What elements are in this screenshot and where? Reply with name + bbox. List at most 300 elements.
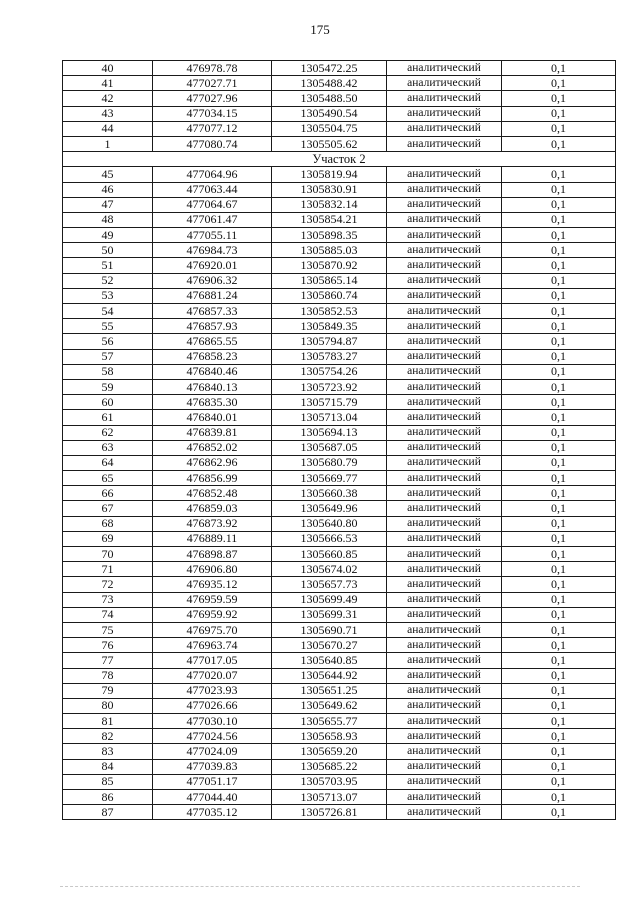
method-cell: аналитический [387,531,502,546]
y-coordinate-cell: 1305865.14 [272,273,387,288]
method-cell: аналитический [387,486,502,501]
x-coordinate-cell: 477030.10 [153,714,272,729]
table-row [63,714,616,729]
accuracy-cell: 0,1 [502,501,616,516]
accuracy-cell: 0,1 [502,304,616,319]
x-coordinate-cell: 477027.71 [153,76,272,91]
method-cell: аналитический [387,425,502,440]
y-coordinate-cell: 1305505.62 [272,136,387,151]
table-row [63,349,616,364]
y-coordinate-cell: 1305870.92 [272,258,387,273]
x-coordinate-cell: 476840.46 [153,364,272,379]
x-coordinate-cell: 476852.02 [153,440,272,455]
accuracy-cell: 0,1 [502,486,616,501]
method-cell: аналитический [387,349,502,364]
y-coordinate-cell: 1305713.07 [272,790,387,805]
y-coordinate-cell: 1305655.77 [272,714,387,729]
x-coordinate-cell: 476959.59 [153,592,272,607]
accuracy-cell: 0,1 [502,668,616,683]
table-row [63,744,616,759]
table-row [63,729,616,744]
x-coordinate-cell: 476857.33 [153,304,272,319]
table-row [63,61,616,76]
y-coordinate-cell: 1305726.81 [272,805,387,820]
y-coordinate-cell: 1305659.20 [272,744,387,759]
point-number-cell: 1 [63,136,153,151]
accuracy-cell: 0,1 [502,364,616,379]
accuracy-cell: 0,1 [502,638,616,653]
accuracy-cell: 0,1 [502,379,616,394]
accuracy-cell: 0,1 [502,349,616,364]
method-cell: аналитический [387,638,502,653]
table-row [63,774,616,789]
point-number-cell: 84 [63,759,153,774]
point-number-cell: 72 [63,577,153,592]
table-row [63,653,616,668]
point-number-cell: 85 [63,774,153,789]
point-number-cell: 45 [63,167,153,182]
y-coordinate-cell: 1305694.13 [272,425,387,440]
page-number: 175 [310,22,330,37]
accuracy-cell: 0,1 [502,395,616,410]
accuracy-cell: 0,1 [502,698,616,713]
method-cell: аналитический [387,334,502,349]
x-coordinate-cell: 477020.07 [153,668,272,683]
point-number-cell: 82 [63,729,153,744]
method-cell: аналитический [387,364,502,379]
x-coordinate-cell: 476852.48 [153,486,272,501]
table-row [63,698,616,713]
x-coordinate-cell: 477027.96 [153,91,272,106]
y-coordinate-cell: 1305713.04 [272,410,387,425]
x-coordinate-cell: 476959.92 [153,607,272,622]
method-cell: аналитический [387,212,502,227]
y-coordinate-cell: 1305832.14 [272,197,387,212]
table-row [63,167,616,182]
coordinates-table [62,60,616,820]
y-coordinate-cell: 1305666.53 [272,531,387,546]
table-row [63,440,616,455]
accuracy-cell: 0,1 [502,258,616,273]
y-coordinate-cell: 1305715.79 [272,395,387,410]
y-coordinate-cell: 1305723.92 [272,379,387,394]
method-cell: аналитический [387,167,502,182]
method-cell: аналитический [387,197,502,212]
method-cell: аналитический [387,607,502,622]
x-coordinate-cell: 476881.24 [153,288,272,303]
point-number-cell: 69 [63,531,153,546]
method-cell: аналитический [387,410,502,425]
point-number-cell: 66 [63,486,153,501]
table-row [63,805,616,820]
table-row [63,668,616,683]
point-number-cell: 58 [63,364,153,379]
point-number-cell: 77 [63,653,153,668]
x-coordinate-cell: 477051.17 [153,774,272,789]
method-cell: аналитический [387,759,502,774]
x-coordinate-cell: 476840.01 [153,410,272,425]
x-coordinate-cell: 476862.96 [153,455,272,470]
table-row [63,76,616,91]
method-cell: аналитический [387,698,502,713]
point-number-cell: 54 [63,304,153,319]
method-cell: аналитический [387,653,502,668]
method-cell: аналитический [387,319,502,334]
point-number-cell: 68 [63,516,153,531]
accuracy-cell: 0,1 [502,577,616,592]
table-row [63,547,616,562]
x-coordinate-cell: 476920.01 [153,258,272,273]
method-cell: аналитический [387,592,502,607]
point-number-cell: 56 [63,334,153,349]
accuracy-cell: 0,1 [502,471,616,486]
method-cell: аналитический [387,729,502,744]
table-row [63,379,616,394]
accuracy-cell: 0,1 [502,516,616,531]
point-number-cell: 60 [63,395,153,410]
accuracy-cell: 0,1 [502,653,616,668]
table-row [63,395,616,410]
x-coordinate-cell: 477064.96 [153,167,272,182]
y-coordinate-cell: 1305885.03 [272,243,387,258]
point-number-cell: 44 [63,121,153,136]
x-coordinate-cell: 476856.99 [153,471,272,486]
x-coordinate-cell: 476935.12 [153,577,272,592]
method-cell: аналитический [387,121,502,136]
y-coordinate-cell: 1305860.74 [272,288,387,303]
x-coordinate-cell: 476975.70 [153,622,272,637]
y-coordinate-cell: 1305819.94 [272,167,387,182]
y-coordinate-cell: 1305660.85 [272,547,387,562]
accuracy-cell: 0,1 [502,76,616,91]
accuracy-cell: 0,1 [502,714,616,729]
y-coordinate-cell: 1305783.27 [272,349,387,364]
accuracy-cell: 0,1 [502,729,616,744]
accuracy-cell: 0,1 [502,273,616,288]
method-cell: аналитический [387,790,502,805]
y-coordinate-cell: 1305699.49 [272,592,387,607]
point-number-cell: 87 [63,805,153,820]
method-cell: аналитический [387,91,502,106]
point-number-cell: 57 [63,349,153,364]
method-cell: аналитический [387,182,502,197]
accuracy-cell: 0,1 [502,410,616,425]
y-coordinate-cell: 1305690.71 [272,622,387,637]
accuracy-cell: 0,1 [502,91,616,106]
method-cell: аналитический [387,516,502,531]
y-coordinate-cell: 1305794.87 [272,334,387,349]
y-coordinate-cell: 1305658.93 [272,729,387,744]
point-number-cell: 61 [63,410,153,425]
x-coordinate-cell: 477017.05 [153,653,272,668]
x-coordinate-cell: 477024.09 [153,744,272,759]
x-coordinate-cell: 476898.87 [153,547,272,562]
section-title: Участок 2 [63,152,616,167]
accuracy-cell: 0,1 [502,228,616,243]
method-cell: аналитический [387,379,502,394]
table-row [63,486,616,501]
point-number-cell: 49 [63,228,153,243]
y-coordinate-cell: 1305660.38 [272,486,387,501]
point-number-cell: 42 [63,91,153,106]
accuracy-cell: 0,1 [502,790,616,805]
accuracy-cell: 0,1 [502,622,616,637]
coordinates-table-body [63,61,616,820]
x-coordinate-cell: 476906.32 [153,273,272,288]
point-number-cell: 63 [63,440,153,455]
y-coordinate-cell: 1305830.91 [272,182,387,197]
y-coordinate-cell: 1305754.26 [272,364,387,379]
method-cell: аналитический [387,805,502,820]
point-number-cell: 80 [63,698,153,713]
accuracy-cell: 0,1 [502,547,616,562]
accuracy-cell: 0,1 [502,607,616,622]
point-number-cell: 65 [63,471,153,486]
y-coordinate-cell: 1305472.25 [272,61,387,76]
x-coordinate-cell: 477064.67 [153,197,272,212]
method-cell: аналитический [387,455,502,470]
y-coordinate-cell: 1305488.42 [272,76,387,91]
table-row [63,622,616,637]
method-cell: аналитический [387,288,502,303]
point-number-cell: 73 [63,592,153,607]
table-row [63,364,616,379]
y-coordinate-cell: 1305640.80 [272,516,387,531]
table-row [63,136,616,151]
accuracy-cell: 0,1 [502,106,616,121]
table-row [63,258,616,273]
method-cell: аналитический [387,577,502,592]
table-row [63,212,616,227]
table-row [63,516,616,531]
table-row [63,106,616,121]
method-cell: аналитический [387,228,502,243]
x-coordinate-cell: 477024.56 [153,729,272,744]
point-number-cell: 79 [63,683,153,698]
point-number-cell: 51 [63,258,153,273]
point-number-cell: 76 [63,638,153,653]
table-row [63,121,616,136]
accuracy-cell: 0,1 [502,334,616,349]
y-coordinate-cell: 1305680.79 [272,455,387,470]
accuracy-cell: 0,1 [502,531,616,546]
point-number-cell: 78 [63,668,153,683]
point-number-cell: 43 [63,106,153,121]
x-coordinate-cell: 476835.30 [153,395,272,410]
accuracy-cell: 0,1 [502,592,616,607]
accuracy-cell: 0,1 [502,562,616,577]
table-row [63,304,616,319]
accuracy-cell: 0,1 [502,167,616,182]
x-coordinate-cell: 476839.81 [153,425,272,440]
x-coordinate-cell: 477035.12 [153,805,272,820]
table-row [63,243,616,258]
method-cell: аналитический [387,714,502,729]
table-row [63,91,616,106]
accuracy-cell: 0,1 [502,212,616,227]
x-coordinate-cell: 477061.47 [153,212,272,227]
point-number-cell: 70 [63,547,153,562]
accuracy-cell: 0,1 [502,243,616,258]
table-row [63,410,616,425]
table-row [63,562,616,577]
table-row [63,683,616,698]
accuracy-cell: 0,1 [502,288,616,303]
method-cell: аналитический [387,774,502,789]
y-coordinate-cell: 1305669.77 [272,471,387,486]
point-number-cell: 74 [63,607,153,622]
point-number-cell: 81 [63,714,153,729]
table-row [63,501,616,516]
y-coordinate-cell: 1305674.02 [272,562,387,577]
point-number-cell: 53 [63,288,153,303]
accuracy-cell: 0,1 [502,136,616,151]
y-coordinate-cell: 1305703.95 [272,774,387,789]
point-number-cell: 83 [63,744,153,759]
y-coordinate-cell: 1305852.53 [272,304,387,319]
y-coordinate-cell: 1305699.31 [272,607,387,622]
point-number-cell: 46 [63,182,153,197]
accuracy-cell: 0,1 [502,61,616,76]
y-coordinate-cell: 1305854.21 [272,212,387,227]
y-coordinate-cell: 1305649.62 [272,698,387,713]
y-coordinate-cell: 1305898.35 [272,228,387,243]
method-cell: аналитический [387,547,502,562]
table-row [63,455,616,470]
y-coordinate-cell: 1305649.96 [272,501,387,516]
accuracy-cell: 0,1 [502,319,616,334]
y-coordinate-cell: 1305687.05 [272,440,387,455]
accuracy-cell: 0,1 [502,197,616,212]
table-row [63,638,616,653]
y-coordinate-cell: 1305644.92 [272,668,387,683]
point-number-cell: 71 [63,562,153,577]
method-cell: аналитический [387,683,502,698]
table-row [63,182,616,197]
y-coordinate-cell: 1305685.22 [272,759,387,774]
method-cell: аналитический [387,106,502,121]
point-number-cell: 59 [63,379,153,394]
point-number-cell: 64 [63,455,153,470]
method-cell: аналитический [387,76,502,91]
x-coordinate-cell: 476857.93 [153,319,272,334]
x-coordinate-cell: 476859.03 [153,501,272,516]
x-coordinate-cell: 476865.55 [153,334,272,349]
x-coordinate-cell: 477044.40 [153,790,272,805]
y-coordinate-cell: 1305670.27 [272,638,387,653]
x-coordinate-cell: 477026.66 [153,698,272,713]
accuracy-cell: 0,1 [502,182,616,197]
accuracy-cell: 0,1 [502,121,616,136]
table-row [63,592,616,607]
accuracy-cell: 0,1 [502,805,616,820]
accuracy-cell: 0,1 [502,455,616,470]
y-coordinate-cell: 1305640.85 [272,653,387,668]
x-coordinate-cell: 476963.74 [153,638,272,653]
point-number-cell: 40 [63,61,153,76]
method-cell: аналитический [387,501,502,516]
method-cell: аналитический [387,304,502,319]
table-row [63,531,616,546]
method-cell: аналитический [387,136,502,151]
x-coordinate-cell: 477055.11 [153,228,272,243]
x-coordinate-cell: 476889.11 [153,531,272,546]
method-cell: аналитический [387,61,502,76]
y-coordinate-cell: 1305488.50 [272,91,387,106]
x-coordinate-cell: 477080.74 [153,136,272,151]
section-header-row [63,152,616,167]
accuracy-cell: 0,1 [502,759,616,774]
table-row [63,759,616,774]
accuracy-cell: 0,1 [502,440,616,455]
y-coordinate-cell: 1305504.75 [272,121,387,136]
page-bottom-rule [60,886,580,887]
table-row [63,228,616,243]
table-row [63,334,616,349]
x-coordinate-cell: 476984.73 [153,243,272,258]
table-row [63,471,616,486]
point-number-cell: 55 [63,319,153,334]
x-coordinate-cell: 477034.15 [153,106,272,121]
table-row [63,273,616,288]
table-row [63,790,616,805]
x-coordinate-cell: 477023.93 [153,683,272,698]
method-cell: аналитический [387,622,502,637]
x-coordinate-cell: 476873.92 [153,516,272,531]
method-cell: аналитический [387,744,502,759]
point-number-cell: 52 [63,273,153,288]
method-cell: аналитический [387,562,502,577]
x-coordinate-cell: 477063.44 [153,182,272,197]
accuracy-cell: 0,1 [502,744,616,759]
method-cell: аналитический [387,471,502,486]
y-coordinate-cell: 1305490.54 [272,106,387,121]
accuracy-cell: 0,1 [502,425,616,440]
table-row [63,425,616,440]
point-number-cell: 86 [63,790,153,805]
point-number-cell: 62 [63,425,153,440]
point-number-cell: 47 [63,197,153,212]
table-row [63,607,616,622]
method-cell: аналитический [387,440,502,455]
point-number-cell: 75 [63,622,153,637]
point-number-cell: 50 [63,243,153,258]
table-row [63,197,616,212]
x-coordinate-cell: 477039.83 [153,759,272,774]
table-row [63,288,616,303]
method-cell: аналитический [387,668,502,683]
accuracy-cell: 0,1 [502,774,616,789]
y-coordinate-cell: 1305657.73 [272,577,387,592]
y-coordinate-cell: 1305651.25 [272,683,387,698]
x-coordinate-cell: 476840.13 [153,379,272,394]
x-coordinate-cell: 476978.78 [153,61,272,76]
table-row [63,577,616,592]
method-cell: аналитический [387,258,502,273]
point-number-cell: 67 [63,501,153,516]
method-cell: аналитический [387,243,502,258]
method-cell: аналитический [387,395,502,410]
x-coordinate-cell: 476858.23 [153,349,272,364]
table-row [63,319,616,334]
x-coordinate-cell: 477077.12 [153,121,272,136]
point-number-cell: 48 [63,212,153,227]
x-coordinate-cell: 476906.80 [153,562,272,577]
point-number-cell: 41 [63,76,153,91]
accuracy-cell: 0,1 [502,683,616,698]
method-cell: аналитический [387,273,502,288]
y-coordinate-cell: 1305849.35 [272,319,387,334]
